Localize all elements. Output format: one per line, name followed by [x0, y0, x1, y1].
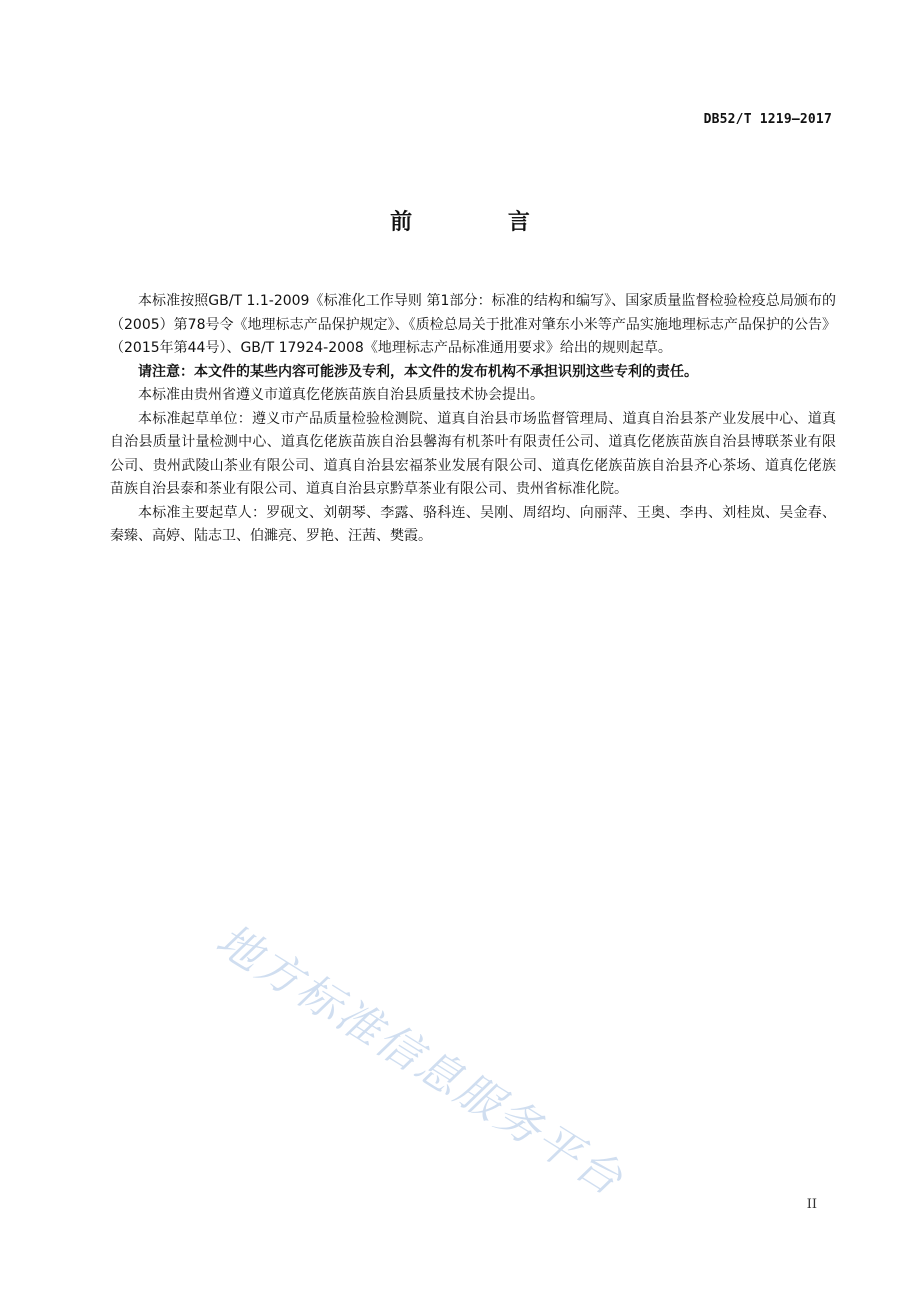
page-title: 前 言 — [390, 210, 574, 235]
patent-notice-paragraph: 请注意：本文件的某些内容可能涉及专利，本文件的发布机构不承担识别这些专利的责任。 — [138, 363, 698, 380]
document-body — [110, 290, 836, 549]
drafting-basis-paragraph: 本标准按照GB/T 1.1-2009《标准化工作导则 第1部分：标准的结构和编写》、国家质量监督检验检疫总局颁布的（2005）第78号令《地理标志产品保护规定》、《质检总局关于批准对肇东小米等产品实施地理标志产品保护的公告》（2015年第44号）、GB/T 17924-2008《地理标志产品标准通用要求》给出的规则起草。 — [110, 293, 836, 356]
watermark: 地方标准信息服务平台 — [207, 914, 633, 1207]
page-number: II — [806, 1197, 817, 1212]
proposer-paragraph: 本标准由贵州省遵义市道真仡佬族苗族自治县质量技术协会提出。 — [138, 387, 544, 403]
standard-code: DB52/T 1219—2017 — [703, 112, 832, 127]
drafters-paragraph: 本标准主要起草人：罗砚文、刘朝琴、李露、骆科连、吴刚、周绍均、向丽萍、王奥、李冉、刘桂岚、吴金春、秦臻、高婷、陆志卫、伯濉亮、罗艳、汪茜、樊霞。 — [110, 504, 836, 544]
drafting-units-paragraph: 本标准起草单位：遵义市产品质量检验检测院、道真自治县市场监督管理局、道真自治县茶产业发展中心、道真自治县质量计量检测中心、道真仡佬族苗族自治县馨海有机茶叶有限责任公司、道真仡佬族苗族自治县博联茶业有限公司、贵州武陵山茶业有限公司、道真自治县宏福茶业发展有限公司、道真仡佬族苗族自治县齐心茶场、道真仡佬族苗族自治县泰和茶业有限公司、道真自治县京黔草茶业有限公司、贵州省标准化院。 — [110, 410, 836, 497]
